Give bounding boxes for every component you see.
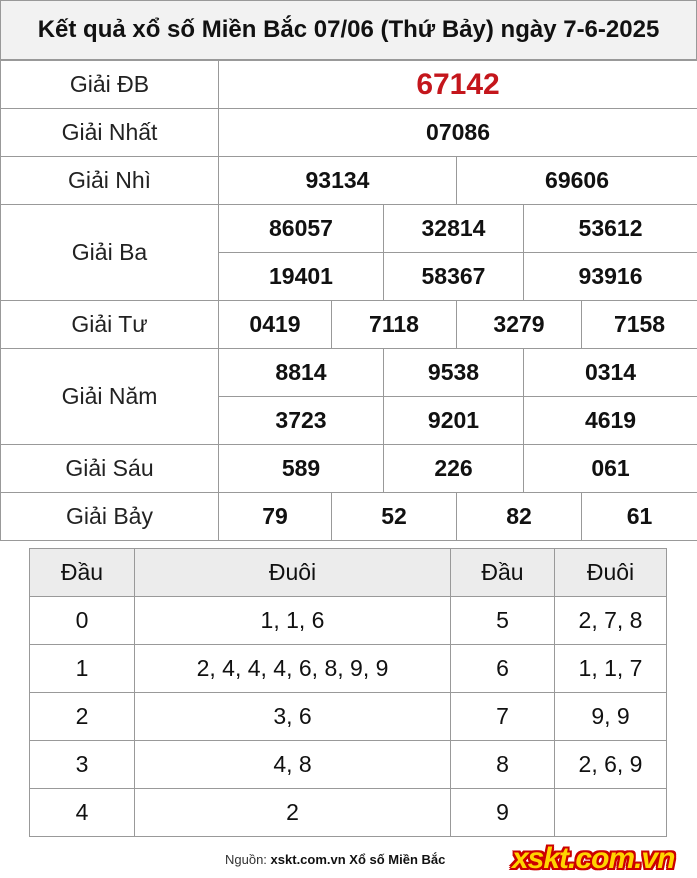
table-row <box>30 597 667 645</box>
prize-number: 0419 <box>219 301 332 349</box>
table-row <box>30 741 667 789</box>
header-dau: Đầu <box>30 549 135 597</box>
dau-duoi-header <box>30 549 667 597</box>
table-row <box>30 693 667 741</box>
prize-label: Giải Năm <box>1 349 219 445</box>
prize-label: Giải Sáu <box>1 445 219 493</box>
prize-number: 3723 <box>219 397 384 445</box>
dau-cell: 3 <box>30 741 135 789</box>
prize-row-nhat <box>1 109 697 157</box>
dau-cell: 7 <box>451 693 555 741</box>
prize-label: Giải Bảy <box>1 493 219 541</box>
prize-number: 69606 <box>457 157 697 205</box>
dau-cell: 6 <box>451 645 555 693</box>
prize-number: 93134 <box>219 157 457 205</box>
duoi-cell: 2 <box>135 789 451 837</box>
prize-row-db <box>1 61 697 109</box>
header-duoi: Đuôi <box>555 549 667 597</box>
prize-row-bay <box>1 493 697 541</box>
prize-number: 061 <box>524 445 697 493</box>
prize-label: Giải Ba <box>1 205 219 301</box>
prize-number: 8814 <box>219 349 384 397</box>
prize-label: Giải Nhất <box>1 109 219 157</box>
duoi-cell: 1, 1, 7 <box>555 645 667 693</box>
duoi-cell: 4, 8 <box>135 741 451 789</box>
prize-number: 79 <box>219 493 332 541</box>
dau-cell: 1 <box>30 645 135 693</box>
header-dau: Đầu <box>451 549 555 597</box>
prize-number: 61 <box>582 493 697 541</box>
dau-cell: 5 <box>451 597 555 645</box>
dau-duoi-table <box>29 548 667 837</box>
prize-number: 0314 <box>524 349 697 397</box>
prize-row-nhi <box>1 157 697 205</box>
prize-number: 4619 <box>524 397 697 445</box>
source-credit <box>225 852 445 867</box>
prize-number: 58367 <box>384 253 524 301</box>
special-prize-number: 67142 <box>219 61 697 109</box>
site-logo: xskt.com.vn <box>512 842 675 875</box>
prize-label: Giải ĐB <box>1 61 219 109</box>
duoi-cell: 1, 1, 6 <box>135 597 451 645</box>
duoi-cell: 9, 9 <box>555 693 667 741</box>
dau-cell: 4 <box>30 789 135 837</box>
prize-number: 589 <box>219 445 384 493</box>
prize-number: 7118 <box>332 301 457 349</box>
source-site: xskt.com.vn Xổ số Miền Bắc <box>270 852 446 867</box>
duoi-cell <box>555 789 667 837</box>
prize-number: 53612 <box>524 205 697 253</box>
prize-number: 9538 <box>384 349 524 397</box>
duoi-cell: 3, 6 <box>135 693 451 741</box>
page-title: Kết quả xổ số Miền Bắc 07/06 (Thứ Bảy) ngày 7-6-2025 <box>0 0 697 60</box>
prize-number: 32814 <box>384 205 524 253</box>
dau-cell: 8 <box>451 741 555 789</box>
prize-label: Giải Tư <box>1 301 219 349</box>
results-table <box>0 60 697 541</box>
prize-row-sau <box>1 445 697 493</box>
header-duoi: Đuôi <box>135 549 451 597</box>
prize-number: 9201 <box>384 397 524 445</box>
prize-number: 226 <box>384 445 524 493</box>
prize-number: 93916 <box>524 253 697 301</box>
prize-row-ba <box>1 205 697 253</box>
prize-row-nam <box>1 349 697 397</box>
prize-number: 52 <box>332 493 457 541</box>
prize-number: 86057 <box>219 205 384 253</box>
dau-cell: 2 <box>30 693 135 741</box>
source-prefix: Nguồn: <box>225 852 267 867</box>
duoi-cell: 2, 6, 9 <box>555 741 667 789</box>
dau-cell: 0 <box>30 597 135 645</box>
duoi-cell: 2, 7, 8 <box>555 597 667 645</box>
prize-label: Giải Nhì <box>1 157 219 205</box>
table-row <box>30 645 667 693</box>
dau-cell: 9 <box>451 789 555 837</box>
prize-row-tu <box>1 301 697 349</box>
prize-number: 7158 <box>582 301 697 349</box>
duoi-cell: 2, 4, 4, 4, 6, 8, 9, 9 <box>135 645 451 693</box>
prize-number: 3279 <box>457 301 582 349</box>
prize-number: 82 <box>457 493 582 541</box>
table-row <box>30 789 667 837</box>
prize-number: 07086 <box>219 109 697 157</box>
prize-number: 19401 <box>219 253 384 301</box>
